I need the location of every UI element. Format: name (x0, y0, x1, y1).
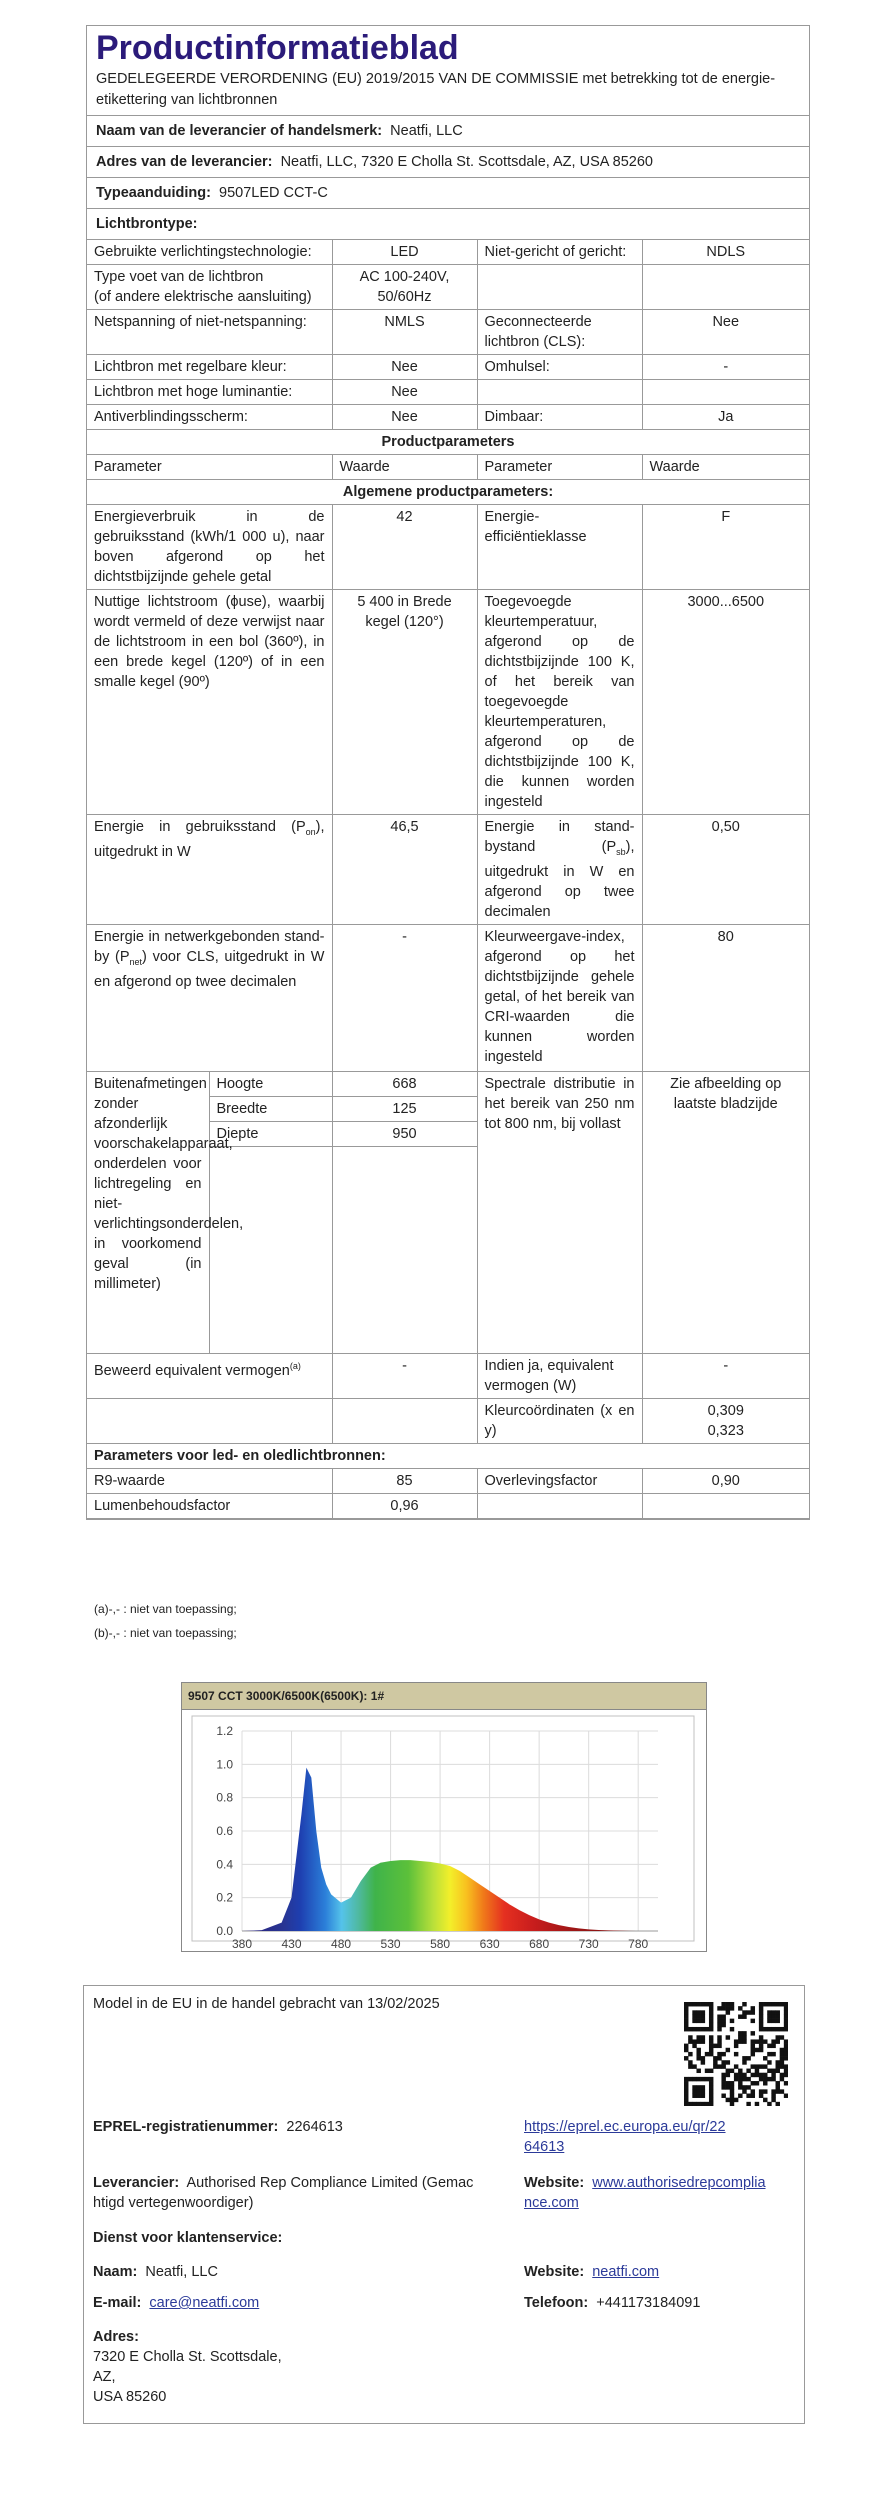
footnote-b: (b)-,- : niet van toepassing; (94, 1626, 237, 1640)
spectrum-plot (182, 1710, 706, 1950)
y-tick-label: 1.2 (216, 1724, 233, 1738)
phone-value: +441173184091 (596, 2295, 701, 2311)
networked-subscript: net (129, 956, 143, 967)
y-tick-label: 0.0 (216, 1924, 233, 1938)
website-rep-link-2[interactable]: nce.com (524, 2195, 579, 2211)
directional-value: NDLS (642, 240, 809, 265)
website-row (524, 2262, 659, 2282)
width-label: Breedte (209, 1096, 332, 1121)
lighttype-label: Lichtbrontype: (96, 216, 198, 232)
address-block-label: Adres: (93, 2329, 139, 2345)
depth-value: 950 (332, 1121, 477, 1146)
on-mode-power-label (87, 815, 332, 925)
table-row (87, 1443, 809, 1468)
cri-label: Kleurweergave-index, afgerond op het dichtstbijzijnde gehele getal, of het bereik van CRI-waarden die kunnen worden ingesteld (477, 924, 642, 1071)
y-tick-label: 1.0 (216, 1757, 233, 1772)
led-parameters-heading: Parameters voor led- en oledlichtbronnen: (87, 1443, 809, 1468)
representative-row (93, 2173, 513, 2213)
address-block (93, 2327, 282, 2407)
cct-value: 3000...6500 (642, 590, 809, 815)
mains-label: Netspanning of niet-netspanning: (87, 310, 332, 355)
empty-cell (477, 1493, 642, 1518)
empty-cell (87, 1398, 332, 1443)
empty-cell (477, 265, 642, 310)
light-source-table (87, 240, 809, 430)
x-tick-label: 780 (628, 1937, 649, 1950)
email-label: E-mail: (93, 2295, 142, 2311)
energy-consumption-label: Energieverbruik in de gebruiksstand (kWh/1 000 u), naar boven afgerond op het dichtstbijzijnde gehele getal (87, 505, 332, 590)
table-row (87, 380, 809, 405)
lumen-maintenance-value: 0,96 (332, 1493, 477, 1518)
address-line-1: 7320 E Cholla St. Scottsdale, (93, 2349, 282, 2365)
table-row (87, 430, 809, 455)
x-tick-label: 480 (331, 1937, 352, 1950)
anti-glare-value: Nee (332, 405, 477, 430)
representative-value: Authorised Rep Compliance Limited (Gemac (186, 2175, 474, 2191)
address-line-3: USA 85260 (93, 2389, 167, 2405)
footer-panel (83, 1985, 805, 2424)
directional-label: Niet-gericht of gericht: (477, 240, 642, 265)
qr-code-icon[interactable] (684, 2002, 788, 2106)
table-row (87, 1468, 809, 1493)
footnote-a: (a)-,- : niet van toepassing; (94, 1602, 237, 1616)
table-row (87, 240, 809, 265)
survival-factor-label: Overlevingsfactor (477, 1468, 642, 1493)
email-link[interactable]: care@neatfi.com (149, 2295, 260, 2311)
website-link[interactable]: neatfi.com (592, 2264, 660, 2280)
height-label: Hoogte (209, 1071, 332, 1096)
email-row (93, 2293, 259, 2313)
table-row (87, 1398, 809, 1443)
table-row (87, 1353, 809, 1398)
customer-service-heading (93, 2228, 282, 2248)
on-mode-power-text-2: ), uitgedrukt in W (94, 819, 325, 860)
title-block (87, 26, 809, 116)
networked-standby-value: - (332, 924, 477, 1071)
table-row (87, 310, 809, 355)
x-tick-label: 430 (281, 1937, 302, 1950)
table-row (87, 405, 809, 430)
chromaticity-y: 0,323 (707, 1422, 744, 1439)
useful-flux-label: Nuttige lichtstroom (ϕuse), waarbij wordt vermeld of deze verwijst naar de lichtstroom in een bol (360º), in een brede kegel (120º) of in een smalle kegel (90º) (87, 590, 332, 815)
table-row (87, 1493, 809, 1518)
customer-service-text: Dienst voor klantenservice: (93, 2230, 283, 2246)
chromaticity-x: 0,309 (707, 1402, 744, 1419)
x-tick-labels (232, 1937, 649, 1950)
spectral-label: Spectrale distributie in het bereik van 250 nm tot 800 nm, bij vollast (477, 1071, 642, 1353)
supplier-value: Neatfi, LLC (390, 123, 463, 139)
survival-factor-value: 0,90 (642, 1468, 809, 1493)
empty-cell (209, 1146, 332, 1353)
empty-cell (642, 265, 809, 310)
y-tick-label: 0.4 (216, 1857, 233, 1872)
chart-title: 9507 CCT 3000K/6500K(6500K): 1# (182, 1683, 706, 1710)
envelope-value: - (642, 355, 809, 380)
empty-cell (642, 380, 809, 405)
parameters-heading: Productparameters (87, 430, 809, 455)
anti-glare-label: Antiverblindingsscherm: (87, 405, 332, 430)
cct-label: Toegevoegde kleurtemperatuur, afgerond op de dichtstbijzijnde 100 K, of het bereik van toegevoegde kleurtemperaturen, afgerond op de dichtstbijzijnde 100 K, die kunnen worden ingesteld (477, 590, 642, 815)
height-value: 668 (332, 1071, 477, 1096)
eprel-link[interactable] (524, 2117, 726, 2157)
address-value: Neatfi, LLC, 7320 E Cholla St. Scottsdale, AZ, USA 85260 (280, 154, 653, 170)
depth-label: Diepte (209, 1121, 332, 1146)
dimmable-label: Dimbaar: (477, 405, 642, 430)
product-parameters-table (87, 430, 809, 1519)
cap-type-sublabel: (of andere elektrische aansluiting) (94, 289, 312, 305)
y-tick-label: 0.6 (216, 1824, 233, 1838)
table-row (87, 355, 809, 380)
standby-power-label (477, 815, 642, 925)
mains-value: NMLS (332, 310, 477, 355)
standby-power-value: 0,50 (642, 815, 809, 925)
chromaticity-value (642, 1398, 809, 1443)
column-header-value: Waarde (332, 455, 477, 480)
eprel-label: EPREL-registratienummer: (93, 2119, 279, 2135)
eprel-value: 2264613 (286, 2119, 343, 2135)
on-mode-power-text: Energie in gebruiksstand (P (94, 819, 306, 835)
color-tunable-value: Nee (332, 355, 477, 380)
r9-label: R9-waarde (87, 1468, 332, 1493)
table-row (87, 480, 809, 505)
cls-label: Geconnecteerde lichtbron (CLS): (477, 310, 642, 355)
y-tick-label: 0.8 (216, 1790, 233, 1805)
x-tick-label: 580 (430, 1937, 451, 1950)
regulation-subtitle: GEDELEGEERDE VERORDENING (EU) 2019/2015 VAN DE COMMISSIE met betrekking tot de energie-etikettering van lichtbronnen (96, 71, 776, 108)
representative-label: Leverancier: (93, 2175, 180, 2191)
color-tunable-label: Lichtbron met regelbare kleur: (87, 355, 332, 380)
standby-power-text-2: ), uitgedrukt in W en afgerond op twee decimalen (484, 839, 635, 920)
equivalent-power-label: Indien ja, equivalent vermogen (W) (477, 1353, 642, 1398)
spectral-distribution-chart (181, 1682, 707, 1952)
eprel-link-line1[interactable]: https://eprel.ec.europa.eu/qr/22 (524, 2119, 726, 2135)
chromaticity-label: Kleurcoördinaten (x en y) (477, 1398, 642, 1443)
spectral-value: Zie afbeelding op laatste bladzijde (642, 1071, 809, 1353)
claimed-power-text: Beweerd equivalent vermogen (94, 1362, 290, 1379)
footnotes (94, 1597, 237, 1645)
phone-label: Telefoon: (524, 2295, 589, 2311)
table-row (87, 1071, 809, 1096)
website2-label: Website: (524, 2264, 585, 2280)
efficiency-class-value: F (642, 505, 809, 590)
cap-type-cell (87, 265, 332, 310)
standby-power-text: Energie in stand-bystand (P (484, 819, 635, 855)
high-luminance-label: Lichtbron met hoge luminantie: (87, 380, 332, 405)
high-luminance-value: Nee (332, 380, 477, 405)
empty-cell (332, 1146, 477, 1353)
lumen-maintenance-label: Lumenbehoudsfactor (87, 1493, 332, 1518)
dimmable-value: Ja (642, 405, 809, 430)
envelope-label: Omhulsel: (477, 355, 642, 380)
table-row (87, 815, 809, 925)
claimed-power-label (87, 1353, 332, 1398)
name-row (93, 2262, 218, 2282)
x-tick-label: 730 (578, 1937, 599, 1950)
table-row (87, 455, 809, 480)
cap-type-value: AC 100-240V, 50/60Hz (332, 265, 477, 310)
column-header-parameter-2: Parameter (477, 455, 642, 480)
x-tick-label: 380 (231, 1937, 253, 1950)
networked-standby-text: Energie in netwerkgebonden stand-by (P (94, 928, 325, 965)
cap-type-label: Type voet van de lichtbron (94, 269, 264, 285)
website-label: Website: (524, 2175, 585, 2191)
empty-cell (332, 1398, 477, 1443)
model-row (87, 178, 809, 209)
supplier-row (87, 116, 809, 147)
width-value: 125 (332, 1096, 477, 1121)
x-tick-label: 530 (380, 1937, 401, 1950)
representative-value-2: htigd vertegenwoordiger) (93, 2195, 254, 2211)
empty-cell (477, 380, 642, 405)
address-label: Adres van de leverancier: (96, 154, 273, 170)
table-row (87, 265, 809, 310)
claimed-power-value: - (332, 1353, 477, 1398)
on-mode-power-value: 46,5 (332, 815, 477, 925)
table-row (87, 505, 809, 590)
technology-label: Gebruikte verlichtingstechnologie: (87, 240, 332, 265)
cri-value: 80 (642, 924, 809, 1071)
product-information-sheet (86, 25, 810, 1520)
equivalent-power-value: - (642, 1353, 809, 1398)
claimed-power-superscript: (a) (289, 1360, 301, 1371)
standby-subscript: sb (616, 846, 626, 857)
table-row (87, 924, 809, 1071)
market-date: Model in de EU in de handel gebracht van 13/02/2025 (93, 1996, 440, 2012)
useful-flux-value: 5 400 in Brede kegel (120°) (332, 590, 477, 815)
supplier-label: Naam van de leverancier of handelsmerk: (96, 123, 383, 139)
lighttype-row (87, 209, 809, 240)
page-title: Productinformatieblad (96, 29, 459, 67)
empty-cell (642, 1493, 809, 1518)
dimensions-label: Buitenafmetingen zonder afzonderlijk voorschakelapparaat, onderdelen voor lichtregeling en niet-verlichtingsonderdelen, in voorkomend geval (in millimeter) (87, 1071, 209, 1353)
efficiency-class-label: Energie-efficiëntieklasse (477, 505, 642, 590)
r9-value: 85 (332, 1468, 477, 1493)
address-line-2: AZ, (93, 2369, 116, 2385)
energy-consumption-value: 42 (332, 505, 477, 590)
eprel-link-line2[interactable]: 64613 (524, 2139, 565, 2155)
phone-row (524, 2293, 700, 2313)
x-tick-label: 630 (479, 1937, 500, 1950)
networked-standby-label (87, 924, 332, 1071)
on-mode-subscript: on (305, 826, 316, 837)
model-label: Typeaanduiding: (96, 185, 211, 201)
cls-value: Nee (642, 310, 809, 355)
name-label: Naam: (93, 2264, 138, 2280)
website-rep-link[interactable]: www.authorisedrepcomplia (592, 2175, 766, 2191)
networked-standby-text-2: ) voor CLS, uitgedrukt in W en afgerond op twee decimalen (94, 948, 325, 990)
column-header-parameter: Parameter (87, 455, 332, 480)
technology-value: LED (332, 240, 477, 265)
address-row (87, 147, 809, 178)
website-rep-row (524, 2173, 766, 2213)
x-tick-label: 680 (529, 1937, 550, 1950)
table-row (87, 590, 809, 815)
y-tick-label: 0.2 (216, 1890, 233, 1905)
column-header-value-2: Waarde (642, 455, 809, 480)
name-value: Neatfi, LLC (145, 2264, 218, 2280)
model-value: 9507LED CCT-C (219, 185, 328, 201)
general-parameters-heading: Algemene productparameters: (87, 480, 809, 505)
eprel-row (93, 2117, 343, 2137)
